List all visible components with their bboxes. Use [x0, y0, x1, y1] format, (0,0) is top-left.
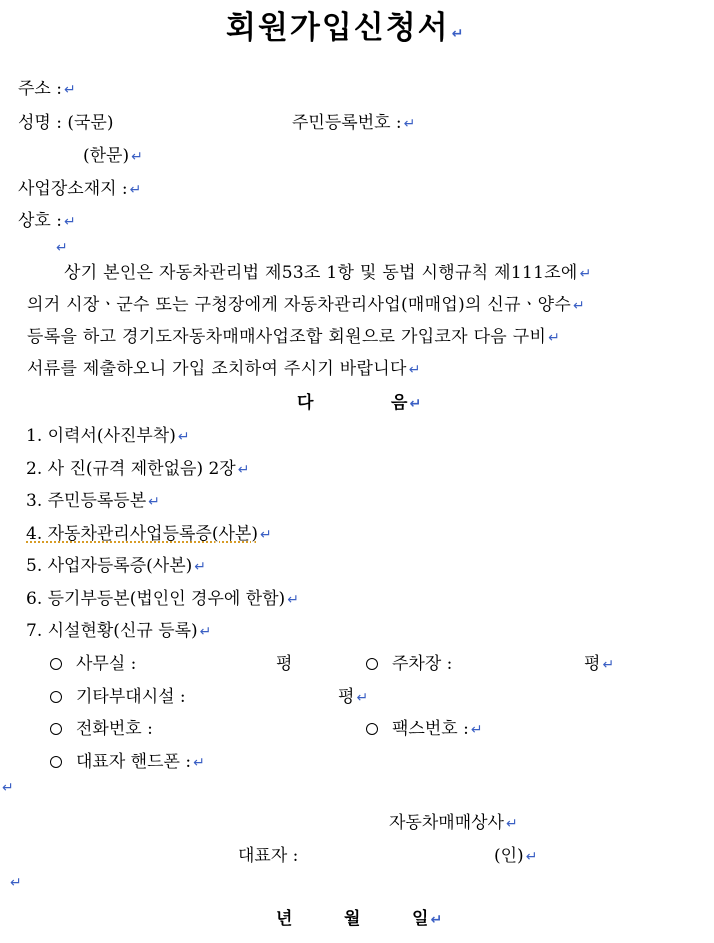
- list-item: 2. 사 진(규격 제한없음) 2장 ↵: [26, 459, 250, 479]
- paragraph-mark-icon: ↵: [177, 429, 190, 445]
- list-item: 5. 사업자등록증(사본) ↵: [26, 556, 206, 576]
- list-item: 6. 등기부등본(법인인 경우에 한함) ↵: [26, 589, 299, 609]
- document-title: 회원가입신청서 ↵: [226, 10, 466, 46]
- facility-mobile: 대표자 핸드폰 : ↵: [50, 747, 205, 772]
- body-line-4: 서류를 제출하오니 가입 조치하여 주시기 바랍니다 ↵: [27, 359, 421, 379]
- paragraph-mark-icon: ↵: [131, 149, 143, 165]
- paragraph-mark-icon: ↵: [451, 26, 466, 42]
- field-business-name: 상호 : ↵: [18, 211, 76, 231]
- facility-fax: 팩스번호 : ↵: [366, 714, 483, 739]
- circle-bullet-icon: [366, 723, 378, 735]
- paragraph-mark-icon: ↵: [470, 722, 483, 738]
- signature-company: 자동차매매상사 ↵: [389, 813, 518, 833]
- paragraph-mark-icon: ↵: [287, 592, 299, 608]
- facility-phone: 전화번호 :: [50, 714, 153, 739]
- facility-parking-unit: 평 ↵: [584, 654, 615, 674]
- paragraph-mark-icon: ↵: [199, 624, 212, 640]
- paragraph-mark-icon: ↵: [148, 494, 160, 510]
- paragraph-mark-icon: ↵: [408, 362, 421, 378]
- body-line-1: 상기 본인은 자동차관리법 제53조 1항 및 동법 시행규칙 제111조에 ↵: [64, 263, 592, 283]
- facility-parking: 주차장 :: [366, 649, 452, 674]
- circle-bullet-icon: [50, 723, 62, 735]
- paragraph-mark-icon: ↵: [194, 559, 206, 575]
- list-item: 7. 시설현황(신규 등록) ↵: [26, 621, 212, 641]
- paragraph-mark-icon: ↵: [56, 240, 68, 256]
- list-item: 3. 주민등록등본 ↵: [26, 491, 160, 511]
- list-item: 1. 이력서(사진부착) ↵: [26, 426, 190, 446]
- body-line-3: 등록을 하고 경기도자동차매매사업조합 회원으로 가입코자 다음 구비 ↵: [27, 327, 561, 347]
- paragraph-mark-icon: ↵: [193, 755, 205, 771]
- paragraph-mark-icon: ↵: [602, 657, 615, 673]
- paragraph-mark-icon: ↵: [63, 82, 76, 98]
- paragraph-mark-icon: ↵: [356, 690, 369, 706]
- paragraph-mark-icon: ↵: [10, 875, 22, 891]
- facility-office-unit: 평: [276, 654, 293, 674]
- heading-eum: 음 ↵: [391, 393, 422, 413]
- circle-bullet-icon: [50, 658, 62, 670]
- paragraph-mark-icon: ↵: [430, 912, 443, 928]
- paragraph-mark-icon: ↵: [579, 266, 592, 282]
- paragraph-mark-icon: ↵: [237, 462, 250, 478]
- date-year: 년: [276, 909, 293, 929]
- paragraph-mark-icon: ↵: [129, 182, 142, 198]
- body-line-2: 의거 시장ㆍ군수 또는 구청장에게 자동차관리사업(매매업)의 신규ㆍ양수 ↵: [27, 295, 586, 315]
- paragraph-mark-icon: ↵: [525, 849, 538, 865]
- paragraph-mark-icon: ↵: [573, 298, 586, 314]
- field-resident-number: 주민등록번호 : ↵: [292, 113, 416, 133]
- date-month: 월: [344, 909, 361, 929]
- paragraph-mark-icon: ↵: [63, 214, 76, 230]
- heading-da: 다: [297, 393, 314, 413]
- facility-office: 사무실 :: [50, 649, 136, 674]
- signature-seal: (인) ↵: [494, 846, 538, 866]
- field-business-location: 사업장소재지 : ↵: [18, 179, 142, 199]
- facility-other-unit: 평 ↵: [338, 687, 369, 707]
- list-item: 4. 자동차관리사업등록증(사본) ↵: [26, 524, 272, 544]
- paragraph-mark-icon: ↵: [548, 330, 561, 346]
- paragraph-mark-icon: ↵: [505, 816, 518, 832]
- field-address: 주소 : ↵: [18, 79, 76, 99]
- field-name-korean: 성명 : (국문): [18, 113, 114, 133]
- circle-bullet-icon: [366, 658, 378, 670]
- facility-other: 기타부대시설 :: [50, 682, 186, 707]
- paragraph-mark-icon: ↵: [2, 780, 14, 796]
- circle-bullet-icon: [50, 756, 62, 768]
- paragraph-mark-icon: ↵: [403, 116, 416, 132]
- paragraph-mark-icon: ↵: [409, 396, 422, 412]
- circle-bullet-icon: [50, 691, 62, 703]
- field-name-chinese: (한문) ↵: [83, 146, 143, 166]
- date-day: 일 ↵: [412, 909, 443, 929]
- signature-representative: 대표자 :: [238, 846, 299, 866]
- paragraph-mark-icon: ↵: [259, 527, 272, 543]
